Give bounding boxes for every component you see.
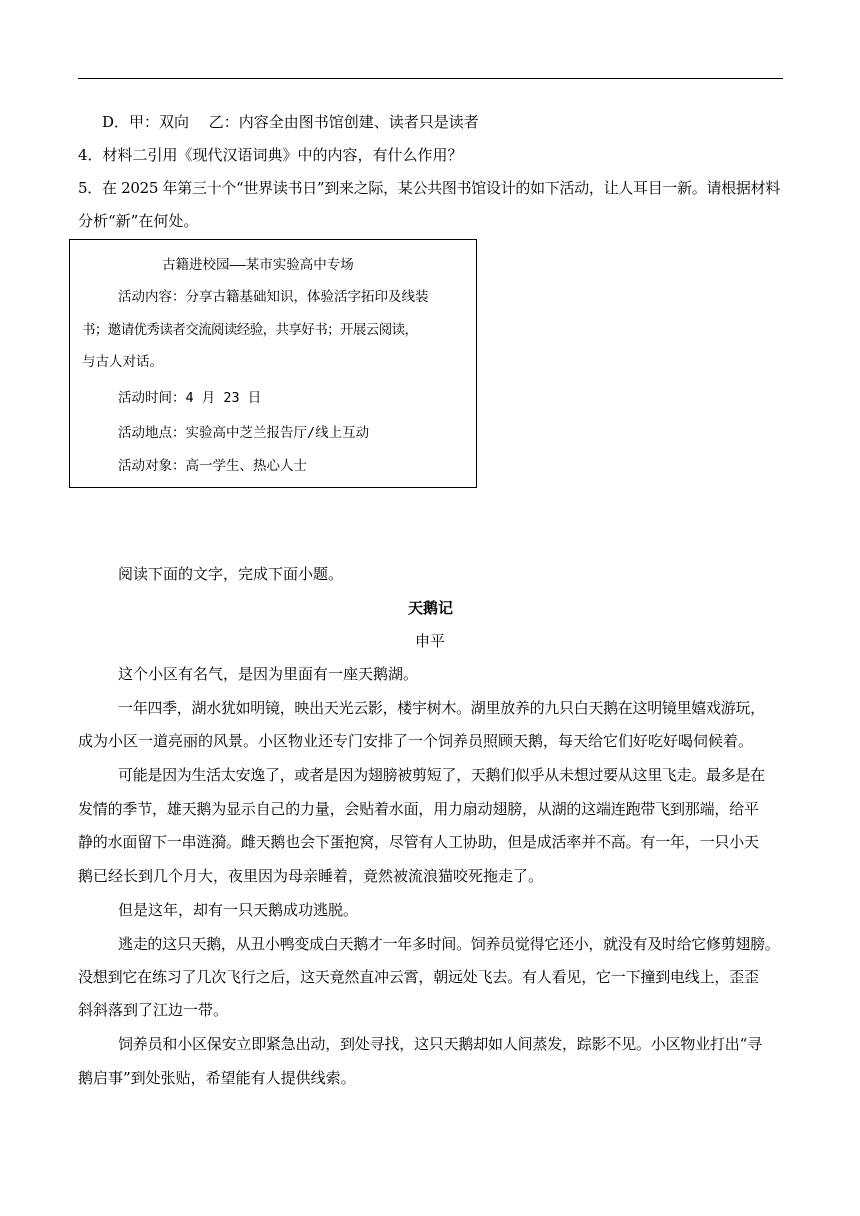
paragraph-line: 斜斜落到了江边一带。 [78,1001,229,1019]
paragraph-line: 没想到它在练习了几次飞行之后，这天竟然直冲云霄，朝远处飞去。有人看见，它一下撞到电线上，歪歪 [78,968,759,986]
paragraph-line: 一年四季，湖水犹如明镜，映出天光云影，楼宇树木。湖里放养的九只白天鹅在这明镜里嬉戏游玩， [118,699,765,717]
activity-title: 古籍进校园——某市实验高中专场 [162,257,354,273]
paragraph-line: 可能是因为生活太安逸了，或者是因为翅膀被剪短了，天鹅们似乎从未想过要从这里飞走。最多是在 [118,766,765,784]
reading-instruction: 阅读下面的文字，完成下面小题。 [118,565,344,583]
activity-content-line-3: 与古人对话。 [82,354,163,370]
paragraph-line: 鹅启事”到处张贴，希望能有人提供线索。 [78,1069,356,1087]
activity-place: 活动地点：实验高中芝兰报告厅/线上互动 [118,425,370,441]
question-5-line-2: 分析“新”在何处。 [78,212,199,230]
question-4: 4．材料二引用《现代汉语词典》中的内容，有什么作用？ [78,146,463,164]
activity-content-line-1: 活动内容：分享古籍基础知识，体验活字拓印及线装 [118,289,429,305]
paragraph-line: 发情的季节，雄天鹅为显示自己的力量，会贴着水面，用力扇动翅膀，从湖的这端连跑带飞到那端，给平 [78,800,759,818]
activity-content-line-2: 书；邀请优秀读者交流阅读经验，共享好书；开展云阅读， [82,322,418,338]
activity-time: 活动时间：4 月 23 日 [118,390,262,406]
paragraph-line: 但是这年，却有一只天鹅成功逃脱。 [118,901,359,919]
paragraph-line: 静的水面留下一串涟漪。雌天鹅也会下蛋抱窝，尽管有人工协助，但是成活率并不高。有一年，一只小天 [78,833,759,851]
question-5-line-1: 5．在 2025 年第三十个“世界读书日”到来之际，某公共图书馆设计的如下活动，让人耳目一新。请根据材料 [78,179,780,197]
paragraph-line: 成为小区一道亮丽的风景。小区物业还专门安排了一个饲养员照顾天鹅，每天给它们好吃好喝伺候着。 [78,732,754,750]
paragraph-line: 这个小区有名气，是因为里面有一座天鹅湖。 [118,665,419,683]
paragraph-line: 鹅已经长到几个月大，夜里因为母亲睡着，竟然被流浪猫咬死拖走了。 [78,867,544,885]
article-title: 天鹅记 [408,599,454,617]
article-author: 申平 [415,632,446,650]
paragraph-line: 逃走的这只天鹅，从丑小鸭变成白天鹅才一年多时间。饲养员觉得它还小，就没有及时给它修剪翅膀。 [118,935,780,953]
paragraph-line: 饲养员和小区保安立即紧急出动，到处寻找，这只天鹅却如人间蒸发，踪影不见。小区物业打出“寻 [118,1035,762,1053]
activity-box [69,239,477,488]
activity-audience: 活动对象：高一学生、热心人士 [118,458,307,474]
option-d: D．甲：双向 乙：内容全由图书馆创建、读者只是读者 [102,113,479,131]
header-rule [78,78,783,79]
